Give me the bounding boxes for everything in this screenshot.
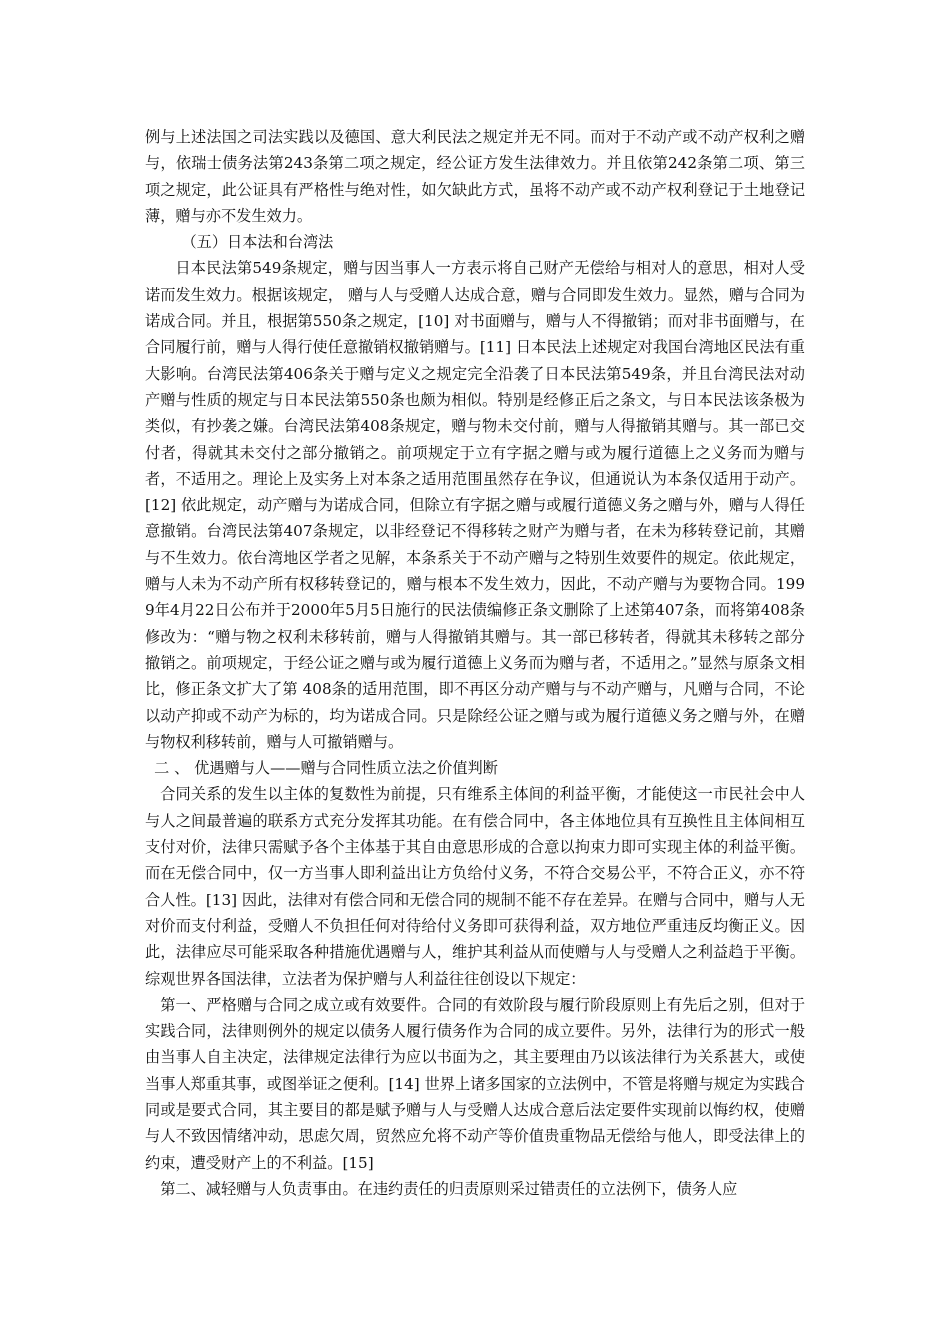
paragraph-first-requirement: 第一、严格赠与合同之成立或有效要件。合同的有效阶段与履行阶段原则上有先后之别，但对于实践合同，法律则例外的规定以债务人履行债务作为合同的成立要件。另外，法律行为的形式一般由当事人自主决定，法律规定法律行为应以书面为之，其主要理由乃以该法律行为关系甚大，或使当事人郑重其事，或图举证之便利。[14] 世界上诸多国家的立法例中，不管是将赠与规定为实践合同或是要式合同，其主要目的都是赋予赠与人与受赠人达成合意后法定要件实现前以悔约权，使赠与人不致因情绪冲动，思虑欠周，贸然应允将不动产等价值贵重物品无偿给与他人，即受法律上的约束，遭受财产上的不利益。[15] xyxy=(145,995,805,1172)
document-page xyxy=(145,124,805,1202)
paragraph-second-liability: 第二、减轻赠与人负责事由。在违约责任的归责原则采过错责任的立法例下，债务人应 xyxy=(160,1179,738,1198)
section-heading-japan-taiwan: （五）日本法和台湾法 xyxy=(181,233,334,252)
paragraph-interest-balance: 合同关系的发生以主体的复数性为前提，只有维系主体间的利益平衡，才能使这一市民社会中人与人之间最普遍的联系方式充分发挥其功能。在有偿合同中，各主体地位具有互换性且主体间相互支付对价，法律只需赋予各个主体基于其自由意思形成的合意以拘束力即可实现主体的利益平衡。而在无偿合同中，仅一方当事人即利益出让方负给付义务，不符合交易公平，不符合正义，亦不符合人性。[13] 因此，法律对有偿合同和无偿合同的规制不能不存在差异。在赠与合同中，赠与人无对价而支付利益，受赠人不负担任何对待给付义务即可获得利益，双方地位严重违反均衡正义。因此，法律应尽可能采取各种措施优遇赠与人，维护其利益从而使赠与人与受赠人之利益趋于平衡。综观世界各国法律，立法者为保护赠与人利益往往创设以下规定： xyxy=(145,785,805,988)
section-heading-value-judgment: 二 、 优遇赠与人——赠与合同性质立法之价值判断 xyxy=(154,759,498,778)
paragraph-japan-taiwan-law: 日本民法第549条规定，赠与因当事人一方表示将自己财产无偿给与相对人的意思，相对人受诺而发生效力。根据该规定， 赠与人与受赠人达成合意，赠与合同即发生效力。显然，赠与合同为诺成合同。并且，根据第550条之规定，[10] 对书面赠与，赠与人不得撤销；而对非书面赠与，在合同履行前，赠与人得行使任意撤销权撤销赠与。[11] 日本民法上述规定对我国台湾地区民法有重大影响。台湾民法第406条关于赠与定义之规定完全沿袭了日本民法第549条，并且台湾民法对动产赠与性质的规定与日本民法第550条也颇为相似。特别是经修正后之条文，与日本民法该条极为类似，有抄袭之嫌。台湾民法第408条规定，赠与物未交付前，赠与人得撤销其赠与。其一部已交付者，得就其未交付之部分撤销之。前项规定于立有字据之赠与或为履行道德上之义务而为赠与者，不适用之。理论上及实务上对本条之适用范围虽然存在争议，但通说认为本条仅适用于动产。[12] 依此规定，动产赠与为诺成合同，但除立有字据之赠与或履行道德义务之赠与外，赠与人得任意撤销。台湾民法第407条规定，以非经登记不得移转之财产为赠与者，在未为移转登记前，其赠与不生效力。依台湾地区学者之见解，本条系关于不动产赠与之特别生效要件的规定。依此规定，赠与人未为不动产所有权移转登记的，赠与根本不发生效力，因此，不动产赠与为要物合同。1999年4月22日公布并于2000年5月5日施行的民法债编修正条文删除了上述第407条，而将第408条修改为：“赠与物之权利未移转前，赠与人得撤销其赠与。其一部已移转者，得就其未移转之部分撤销之。前项规定，于经公证之赠与或为履行道德上义务而为赠与者，不适用之。”显然与原条文相比，修正条文扩大了第 408条的适用范围，即不再区分动产赠与与不动产赠与，凡赠与合同，不论以动产抑或不动产为标的，均为诺成合同。只是除经公证之赠与或为履行道德义务之赠与外，在赠与物权利移转前，赠与人可撤销赠与。 xyxy=(145,259,805,751)
paragraph-swiss-law-continued: 例与上述法国之司法实践以及德国、意大利民法之规定并无不同。而对于不动产或不动产权利之赠与，依瑞士债务法第243条第二项之规定，经公证方发生法律效力。并且依第242条第二项、第三项之规定，此公证具有严格性与绝对性，如欠缺此方式，虽将不动产或不动产权利登记于土地登记薄，赠与亦不发生效力。 xyxy=(145,128,805,225)
